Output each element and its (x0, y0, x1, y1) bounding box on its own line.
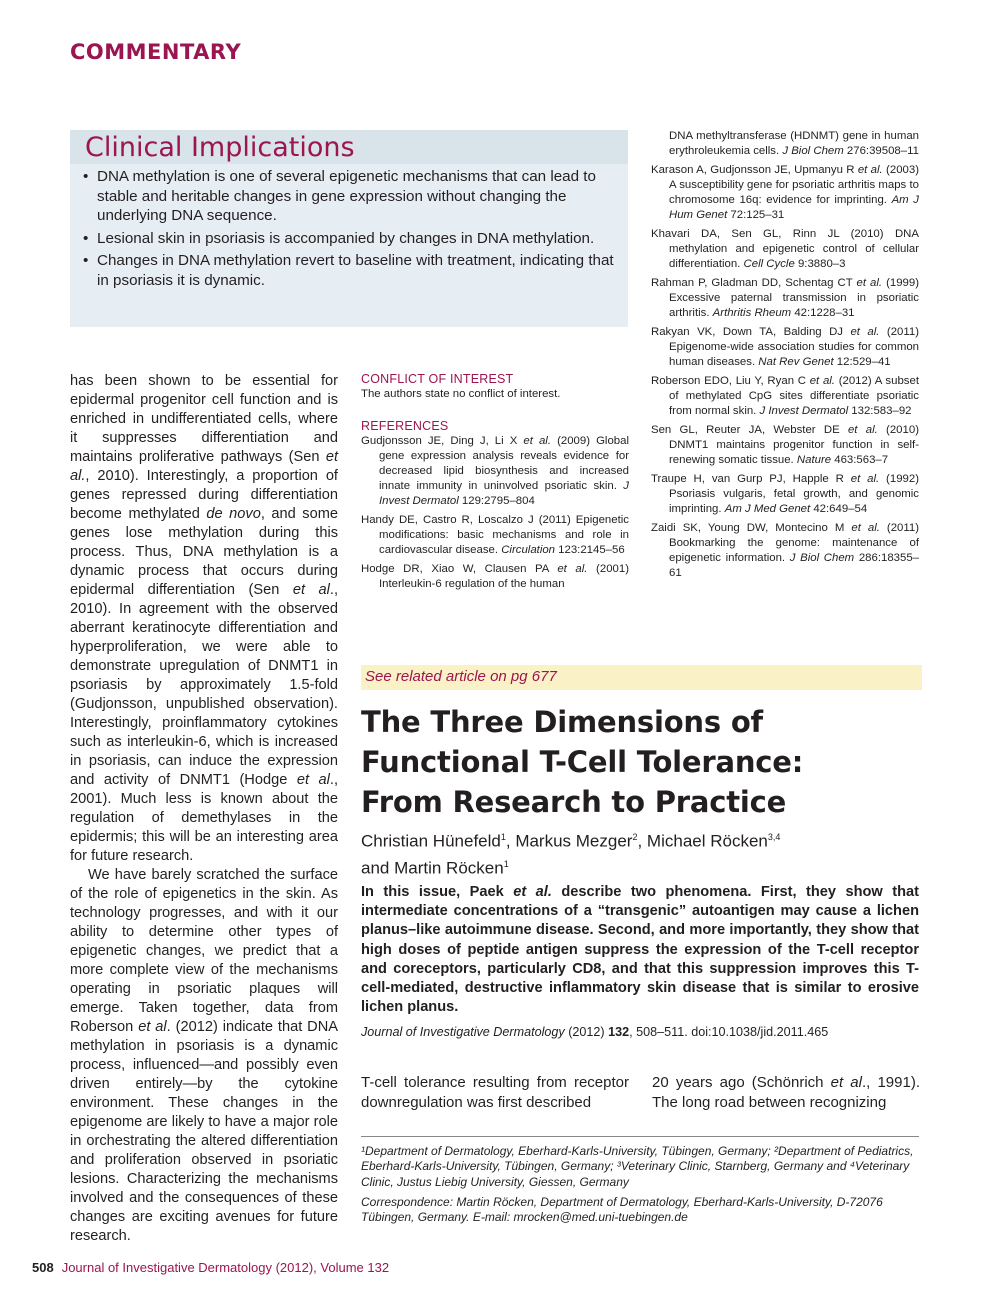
article-title: The Three Dimensions of Functional T-Cell Tolerance: From Research to Practice (361, 705, 804, 819)
reference-item: DNA methyltransferase (HDNMT) gene in human erythroleukemia cells. J Biol Chem 276:39508–11 (669, 130, 919, 157)
section-header: COMMENTARY (70, 40, 242, 64)
references-column-right (651, 129, 919, 585)
conflict-heading: CONFLICT OF INTEREST (361, 372, 514, 386)
conflict-text: The authors state no conflict of interest. (361, 388, 561, 400)
article-citation: Journal of Investigative Dermatology (2012) 132, 508–511. doi:10.1038/jid.2011.465 (361, 1025, 829, 1039)
list-item: • DNA methylation is one of several epigenetic mechanisms that can lead to stable and heritable changes in gene expression without changing the underlying DNA sequence. (83, 168, 596, 224)
reference-item: Zaidi SK, Young DW, Montecino M et al. (2011) Bookmarking the genome: maintenance of epigenetic information. J Biol Chem 286:18355–61 (651, 522, 919, 579)
reference-item: Traupe H, van Gurp PJ, Happle R et al. (1992) Psoriasis vulgaris, fetal growth, and genomic imprinting. Am J Med Genet 42:649–54 (651, 473, 919, 515)
intro-text-left: T-cell tolerance resulting from receptor downregulation was first described (361, 1074, 629, 1111)
reference-item: Karason A, Gudjonsson JE, Upmanyu R et al. (2003) A susceptibility gene for psoriatic arthritis maps to chromosome 16q: evidence for imprinting. Am J Hum Genet 72:125–31 (651, 164, 919, 221)
clinical-implications-title: Clinical Implications (85, 132, 355, 163)
body-text-column (70, 372, 338, 1246)
references-heading: REFERENCES (361, 419, 449, 433)
list-item: • Lesional skin in psoriasis is accompanied by changes in DNA methylation. (83, 229, 595, 247)
page-footer (32, 1260, 389, 1275)
reference-item: Sen GL, Reuter JA, Webster DE et al. (2010) DNMT1 maintains progenitor function in self-renewing somatic tissue. Nature 463:563–7 (651, 424, 919, 466)
references-column-middle (361, 372, 629, 596)
correspondence: Correspondence: Martin Röcken, Department of Dermatology, Eberhard-Karls-University, D-72076 Tübingen, Germany. E-mail: mrocken@med.uni-tuebingen.de (361, 1194, 883, 1225)
author-list: Christian Hünefeld$^1$, Markus Mezger$^2$, Michael Röcken$^{3,4}$ and Martin Röcken$^1$ (361, 831, 781, 878)
list-item: • Changes in DNA methylation revert to baseline with treatment, indicating that in psoriasis it is dynamic. (83, 252, 614, 289)
clinical-implications-list (80, 167, 620, 293)
footer-journal: Journal of Investigative Dermatology (2012), Volume 132 (61, 1260, 390, 1275)
page-number: 508 (32, 1260, 54, 1275)
body-paragraph: We have barely scratched the surface of the role of epigenetics in the skin. As technology progresses, and with it our ability to determine other types of epigenetic changes, we predict that a more complete view of the mechanisms operating in psoriatic plaques will emerge. Taken together, data from Roberson et al. (2012) indicate that DNA methylation in psoriasis is a dynamic process, influenced—and possibly even driven entirely—by the cytokine environment. These changes in the epigenome are likely to have a major role in orchestrating the altered differentiation and proliferation observed in psoriatic lesions. Characterizing the mechanisms involved and the consequences of these changes are exciting avenues for future research. (70, 867, 338, 1244)
reference-item: Hodge DR, Xiao W, Clausen PA et al. (2001) Interleukin-6 regulation of the human (361, 563, 629, 590)
intro-text-right: 20 years ago (Schönrich et al., 1991). The long road between recognizing (652, 1074, 920, 1111)
reference-item: Roberson EDO, Liu Y, Ryan C et al. (2012) A subset of methylated CpG sites differentiate psoriatic from normal skin. J Invest Dermatol 132:583–92 (651, 375, 919, 417)
reference-item: Handy DE, Castro R, Loscalzo J (2011) Epigenetic modifications: basic mechanisms and role in cardiovascular disease. Circulation 123:2145–56 (361, 514, 629, 556)
related-article-link[interactable]: See related article on pg 677 (365, 668, 557, 685)
affiliations: ¹Department of Dermatology, Eberhard-Karls-University, Tübingen, Germany; ²Department of Pediatrics, Eberhard-Karls-University, Tübingen, Germany; ³Veterinary Clinic, Starnberg, Germany and ⁴Veterinary Clinic, Justus Liebig University, Giessen, Germany (361, 1144, 914, 1189)
body-paragraph: has been shown to be essential for epidermal progenitor cell function and is enriched in undifferentiated cells, where it suppresses differentiation and maintains proliferative pathways (Sen et al., 2010). Interestingly, a proportion of genes repressed during differentiation become methylated de novo, and some genes lose methylation during this process. Thus, DNA methylation is a dynamic process that occurs during epidermal differentiation (Sen et al., 2010). In agreement with the observed aberrant keratinocyte differentiation and hyperproliferation, we were able to demonstrate upregulation of DNMT1 in psoriasis by approximately 1.5-fold (Gudjonsson, unpublished observation). Interestingly, proinflammatory cytokines such as interleukin-6, which is increased in psoriasis, can induce the expression and activity of DNMT1 (Hodge et al., 2001). Much less is known about the regulation of demethylases in the epidermis; this will be an interesting area for future research. (70, 373, 338, 864)
article-abstract: In this issue, Paek et al. describe two phenomena. First, they show that intermediate concentrations of a “transgenic” autoantigen may cause a lichen planus–like autoimmune disease. Second, and more importantly, they show that high doses of peptide antigen suppress the expression of the T-cell receptor and coreceptors, particularly CD8, and that this suppression improves this T-cell-mediated, destructive inflammatory skin disease that is similar to erosive lichen planus. (361, 884, 919, 1016)
reference-item: Rakyan VK, Down TA, Balding DJ et al. (2011) Epigenome-wide association studies for common human diseases. Nat Rev Genet 12:529–41 (651, 326, 919, 368)
footnote-divider (361, 1136, 919, 1137)
reference-item: Gudjonsson JE, Ding J, Li X et al. (2009) Global gene expression analysis reveals evidence for decreased lipid biosynthesis and increased innate immunity in uninvolved psoriatic skin. J Invest Dermatol 129:2795–804 (361, 435, 629, 507)
reference-item: Rahman P, Gladman DD, Schentag CT et al. (1999) Excessive paternal transmission in psoriatic arthritis. Arthritis Rheum 42:1228–31 (651, 277, 920, 319)
footnote (361, 1144, 921, 1230)
reference-item: Khavari DA, Sen GL, Rinn JL (2010) DNA methylation and epigenetic control of cellular differentiation. Cell Cycle 9:3880–3 (651, 228, 919, 270)
